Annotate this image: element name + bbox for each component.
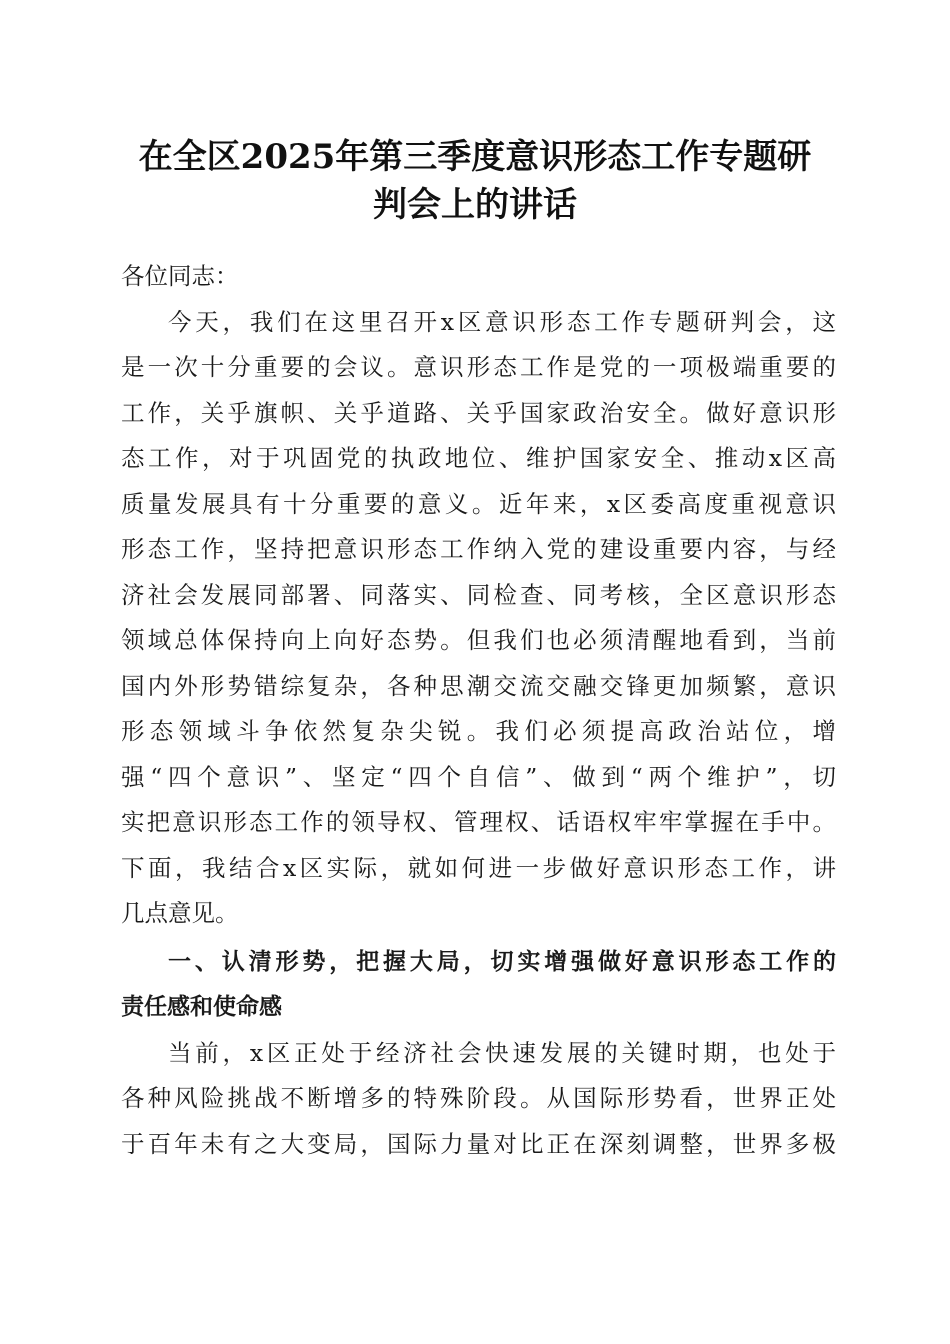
title-line: 在全区2025年第三季度意识形态工作专题研 — [138, 137, 812, 177]
paragraph-line: 当前，x区正处于经济社会快速发展的关键时期，也处于 — [168, 1038, 836, 1067]
paragraph-line: 实把意识形态工作的领导权、管理权、话语权牢牢掌握在手中。 — [121, 808, 836, 836]
paragraph-line: 形态工作，坚持把意识形态工作纳入党的建设重要内容，与经 — [121, 535, 836, 563]
paragraph-line: 国内外形势错综复杂，各种思潮交流交融交锋更加频繁，意识 — [121, 671, 836, 700]
paragraph-line: 质量发展具有十分重要的意义。近年来，x区委高度重视意识 — [121, 489, 836, 518]
paragraph-line: 济社会发展同部署、同落实、同检查、同考核，全区意识形态 — [121, 580, 836, 609]
paragraph-line: 各种风险挑战不断增多的特殊阶段。从国际形势看，世界正处 — [121, 1084, 836, 1112]
document-title — [100, 133, 850, 229]
paragraph-line: 形态领域斗争依然复杂尖锐。我们必须提高政治站位，增 — [121, 717, 836, 745]
paragraph-line: 工作，关乎旗帜、关乎道路、关乎国家政治安全。做好意识形 — [121, 398, 836, 427]
section-heading-1 — [121, 940, 836, 1031]
paragraph-line: 下面，我结合x区实际，就如何进一步做好意识形态工作，讲 — [121, 853, 836, 882]
paragraph-line: 几点意见。 — [121, 899, 239, 927]
paragraph-line: 是一次十分重要的会议。意识形态工作是党的一项极端重要的 — [121, 353, 836, 381]
paragraph-line: 于百年未有之大变局，国际力量对比正在深刻调整，世界多极 — [121, 1129, 836, 1158]
document-body — [121, 254, 836, 1167]
salutation: 各位同志： — [121, 262, 239, 290]
paragraph-situation — [121, 1031, 836, 1168]
title-line: 判会上的讲话 — [373, 185, 577, 225]
heading-line: 一、认清形势，把握大局，切实增强做好意识形态工作的 — [168, 948, 836, 975]
paragraph-line: 强“四个意识”、坚定“四个自信”、做到“两个维护”，切 — [121, 762, 836, 791]
paragraph-line: 今天，我们在这里召开x区意识形态工作专题研判会，这 — [168, 307, 836, 336]
paragraph-line: 领域总体保持向上向好态势。但我们也必须清醒地看到，当前 — [121, 626, 836, 654]
heading-line: 责任感和使命感 — [121, 994, 282, 1020]
paragraph-line: 态工作，对于巩固党的执政地位、维护国家安全、推动x区高 — [121, 444, 836, 472]
paragraph-intro — [121, 300, 836, 937]
